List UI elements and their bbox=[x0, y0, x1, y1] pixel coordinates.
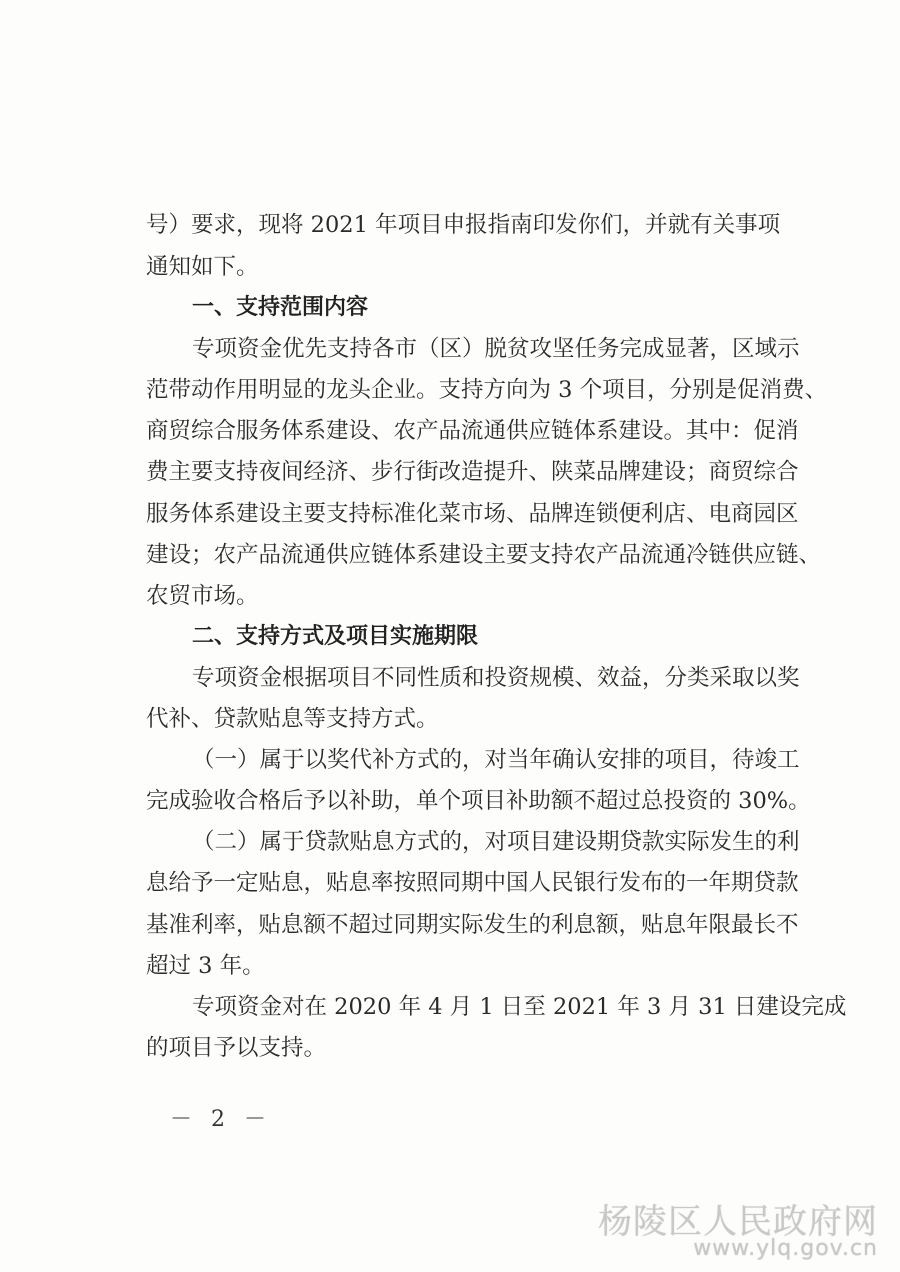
body-text-line: 农贸市场。 bbox=[146, 583, 259, 609]
body-text-line: 基准利率，贴息额不超过同期实际发生的利息额，贴息年限最长不 bbox=[146, 912, 799, 938]
page-number: － 2 － bbox=[170, 1107, 272, 1132]
body-text-line: （二）属于贷款贴息方式的，对项目建设期贷款实际发生的利 bbox=[192, 829, 800, 855]
body-text-line: 的项目予以支持。 bbox=[146, 1035, 327, 1061]
body-text-line: 代补、贷款贴息等支持方式。 bbox=[146, 706, 439, 732]
section-heading-1: 一、支持范围内容 bbox=[192, 295, 369, 320]
body-text-line: 范带动作用明显的龙头企业。支持方向为 3 个项目，分别是促消费、 bbox=[146, 377, 828, 403]
watermark-site-title: 杨陵区人民政府网 bbox=[598, 1202, 878, 1242]
section-heading-2: 二、支持方式及项目实施期限 bbox=[192, 624, 479, 649]
body-text-line: 完成验收合格后予以补助，单个项目补助额不超过总投资的 30%。 bbox=[146, 788, 811, 814]
body-text-line: 商贸综合服务体系建设、农产品流通供应链体系建设。其中：促消 bbox=[146, 418, 799, 444]
body-text-line: 专项资金优先支持各市（区）脱贫攻坚任务完成显著，区域示 bbox=[192, 336, 800, 362]
body-text-line: 号）要求，现将 2021 年项目申报指南印发你们，并就有关事项 bbox=[146, 212, 781, 238]
body-text-line: 通知如下。 bbox=[146, 254, 259, 280]
body-text-line: 息给予一定贴息，贴息率按照同期中国人民银行发布的一年期贷款 bbox=[146, 870, 799, 896]
body-text-line: （一）属于以奖代补方式的，对当年确认安排的项目，待竣工 bbox=[192, 747, 800, 773]
body-text-line: 超过 3 年。 bbox=[146, 953, 265, 979]
body-text-line: 专项资金根据项目不同性质和投资规模、效益，分类采取以奖 bbox=[192, 665, 800, 691]
watermark-site-url: www.ylq.gov.cn bbox=[693, 1236, 878, 1261]
body-text-line: 费主要支持夜间经济、步行街改造提升、陕菜品牌建设；商贸综合 bbox=[146, 459, 799, 485]
body-text-line: 服务体系建设主要支持标准化菜市场、品牌连锁便利店、电商园区 bbox=[146, 501, 799, 527]
body-text-line: 专项资金对在 2020 年 4 月 1 日至 2021 年 3 月 31 日建设完成 bbox=[192, 994, 847, 1020]
body-text-line: 建设；农产品流通供应链体系建设主要支持农产品流通冷链供应链、 bbox=[146, 542, 822, 568]
